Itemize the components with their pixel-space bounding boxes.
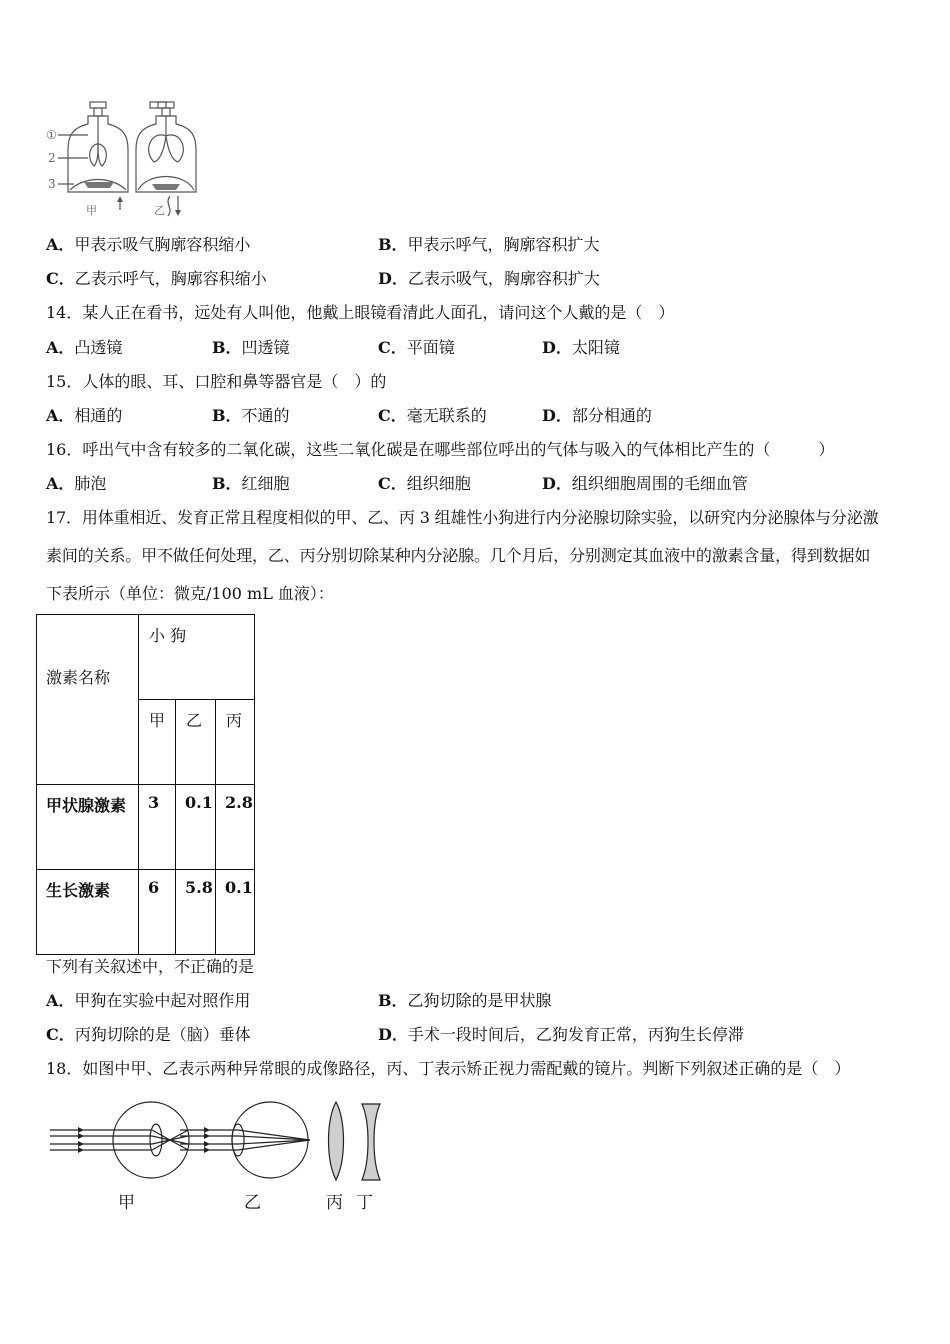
table-cell: 0.1 xyxy=(216,870,255,955)
q13-option-a[interactable]: A．甲表示吸气胸廓容积缩小 xyxy=(46,235,251,254)
q17-option-a[interactable]: A．甲狗在实验中起对照作用 xyxy=(46,991,251,1010)
q17-option-d[interactable]: D．手术一段时间后，乙狗发育正常，丙狗生长停滞 xyxy=(378,1025,744,1044)
q15-option-d[interactable]: D．部分相通的 xyxy=(542,406,652,425)
table-cell: 5.8 xyxy=(176,870,216,955)
figure-caption-yi: 乙 xyxy=(154,204,165,217)
q13-option-b[interactable]: B．甲表示呼气，胸廓容积扩大 xyxy=(378,235,600,254)
q18-stem: 18．如图中甲、乙表示两种异常眼的成像路径，丙、丁表示矫正视力需配戴的镜片。判断下列叙述正确的是（ ） xyxy=(46,1059,851,1078)
figure-label-3: 3 xyxy=(48,177,56,191)
q17-after-table: 下列有关叙述中，不正确的是 xyxy=(46,957,255,976)
table-row xyxy=(37,870,255,955)
q14-option-c[interactable]: C．平面镜 xyxy=(378,338,455,357)
q14-option-b[interactable]: B．凹透镜 xyxy=(212,338,290,357)
table-row-name: 生长激素 xyxy=(37,870,139,955)
table-cell: 2.8 xyxy=(216,785,255,870)
q14-stem: 14．某人正在看书，远处有人叫他，他戴上眼镜看清此人面孔，请问这个人戴的是（ ） xyxy=(46,303,675,322)
q13-option-c[interactable]: C．乙表示呼气，胸廓容积缩小 xyxy=(46,269,267,288)
table-cell: 0.1 xyxy=(176,785,216,870)
eye-figure-label-jia: 甲 xyxy=(118,1193,135,1213)
eye-figure-label-ding: 丁 xyxy=(356,1193,373,1213)
abnormal-eye-optics-figure xyxy=(48,1100,388,1190)
q15-stem: 15．人体的眼、耳、口腔和鼻等器官是（ ）的 xyxy=(46,372,387,391)
q16-option-d[interactable]: D．组织细胞周围的毛细血管 xyxy=(542,474,748,493)
q16-option-a[interactable]: A．肺泡 xyxy=(46,474,107,493)
q16-option-b[interactable]: B．红细胞 xyxy=(212,474,290,493)
q13-option-d[interactable]: D．乙表示吸气，胸廓容积扩大 xyxy=(378,269,600,288)
table-row-name: 甲状腺激素 xyxy=(37,785,139,870)
q16-option-c[interactable]: C．组织细胞 xyxy=(378,474,471,493)
table-col-header: 乙 xyxy=(176,700,216,785)
table-col-header: 丙 xyxy=(216,700,255,785)
q15-option-a[interactable]: A．相通的 xyxy=(46,406,123,425)
q17-stem-line-3: 下表所示（单位：微克/100 mL 血液）： xyxy=(46,584,334,603)
q17-option-c[interactable]: C．丙狗切除的是（脑）垂体 xyxy=(46,1025,251,1044)
q14-option-d[interactable]: D．太阳镜 xyxy=(542,338,620,357)
q17-stem-line-1: 17．用体重相近、发育正常且程度相似的甲、乙、丙 3 组雄性小狗进行内分泌腺切除实验，以研究内分泌腺体与分泌激 xyxy=(46,508,879,527)
table-row xyxy=(37,785,255,870)
eye-figure-label-bing: 丙 xyxy=(326,1193,343,1213)
eye-figure-label-yi: 乙 xyxy=(244,1193,261,1213)
table-cell: 6 xyxy=(139,870,176,955)
table-header-dog: 小 狗 xyxy=(139,615,255,700)
table-header-hormone-name: 激素名称 xyxy=(37,615,139,785)
q16-stem: 16．呼出气中含有较多的二氧化碳，这些二氧化碳是在哪些部位呼出的气体与吸入的气体相比产生的（ ） xyxy=(46,440,835,459)
hormone-data-table xyxy=(36,614,255,955)
table-col-header: 甲 xyxy=(139,700,176,785)
figure-caption-jia: 甲 xyxy=(86,204,97,217)
bell-jar-lung-model-figure-yi xyxy=(134,100,214,218)
figure-label-2: 2 xyxy=(48,151,56,165)
q17-stem-line-2: 素间的关系。甲不做任何处理，乙、丙分别切除某种内分泌腺。几个月后，分别测定其血液中的激素含量，得到数据如 xyxy=(46,546,871,565)
q15-option-c[interactable]: C．毫无联系的 xyxy=(378,406,487,425)
table-cell: 3 xyxy=(139,785,176,870)
q15-option-b[interactable]: B．不通的 xyxy=(212,406,290,425)
q14-option-a[interactable]: A．凸透镜 xyxy=(46,338,123,357)
q17-option-b[interactable]: B．乙狗切除的是甲状腺 xyxy=(378,991,552,1010)
figure-label-1: ① xyxy=(46,128,57,142)
